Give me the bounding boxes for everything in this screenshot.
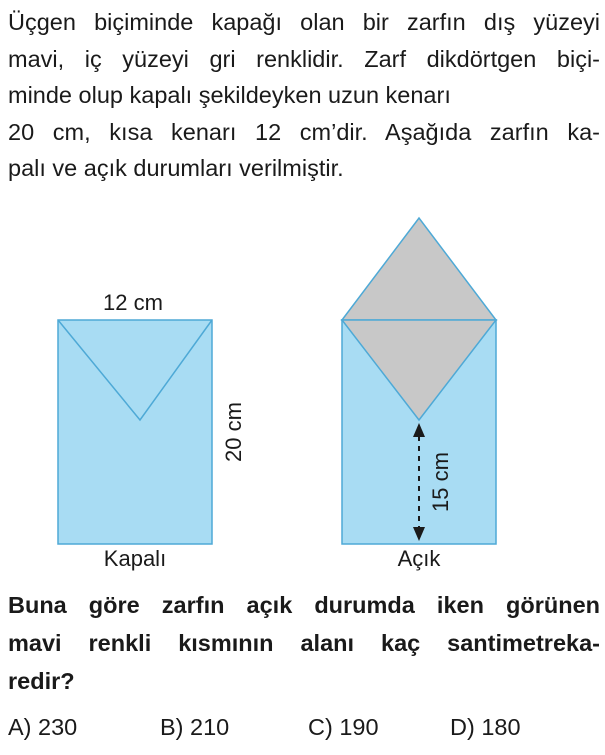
intro-line: mavi, iç yüzeyi gri renklidir. Zarf dikdörtgen biçi- (8, 45, 600, 72)
answer-options (8, 708, 600, 746)
question-line: Buna göre zarfın açık durumda iken görünen (8, 592, 600, 618)
problem-intro (8, 4, 600, 187)
option-d[interactable]: D) 180 (450, 714, 521, 740)
closed-height-label: 20 cm (221, 402, 246, 462)
closed-envelope-body (58, 320, 212, 544)
open-flap-outer (342, 218, 496, 320)
intro-line: minde olup kapalı şekildeyken uzun kenarı (8, 82, 451, 108)
intro-line: Üçgen biçiminde kapağı olan bir zarfın dış yüzeyi (8, 9, 600, 35)
open-envelope (342, 218, 496, 571)
envelope-figure (0, 205, 605, 580)
open-distance-label: 15 cm (428, 452, 453, 512)
option-b[interactable]: B) 210 (160, 714, 230, 740)
question-line: redir? (8, 668, 75, 694)
option-c[interactable]: C) 190 (308, 714, 379, 740)
question-text (8, 586, 600, 700)
question-line: mavi renkli kısmının alanı kaç santimetreka- (8, 630, 600, 656)
closed-envelope (58, 290, 246, 571)
closed-caption: Kapalı (103, 546, 167, 571)
open-caption: Açık (397, 546, 441, 571)
intro-line: 20 cm, kısa kenarı 12 cm’dir. Aşağıda zarfın ka- (8, 118, 600, 145)
envelope-diagram (0, 205, 605, 580)
closed-width-label: 12 cm (103, 290, 163, 315)
intro-line: palı ve açık durumları verilmiştir. (8, 155, 344, 181)
option-a[interactable]: A) 230 (8, 714, 78, 740)
